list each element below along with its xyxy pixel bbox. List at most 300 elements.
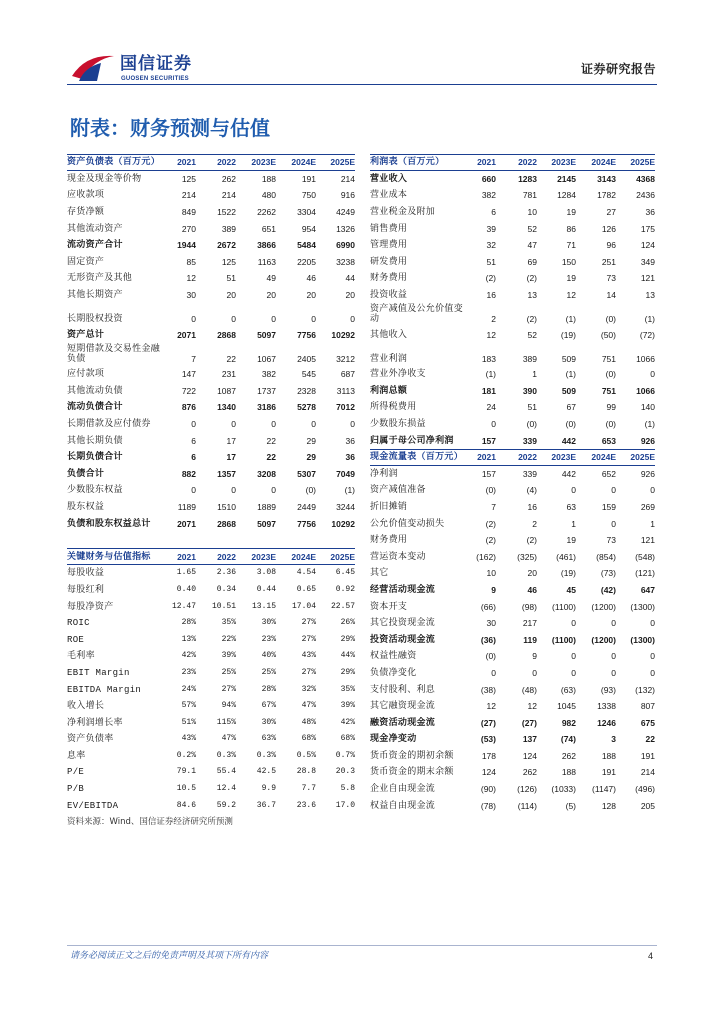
cell-value: (1100)	[551, 634, 576, 645]
cell-value: 0.3%	[256, 750, 276, 760]
column-header: 2024E	[591, 452, 616, 463]
cell-value: (1033)	[551, 784, 576, 795]
cell-value: 5278	[297, 402, 316, 413]
table-row	[67, 220, 355, 237]
table-header-row	[370, 449, 655, 466]
cell-value: 10292	[331, 518, 355, 529]
cell-value: 1045	[557, 701, 576, 712]
cell-value: 147	[181, 369, 196, 380]
table-header-row	[67, 548, 355, 565]
cell-value: 389	[522, 353, 537, 364]
row-label: 短期借款及交易性金融负债	[67, 343, 161, 364]
cell-value: 1163	[257, 256, 276, 267]
column-header: 2023E	[251, 551, 276, 562]
cell-value: 0.3%	[216, 750, 236, 760]
cell-value: 7049	[336, 468, 355, 479]
row-label: 其他流动负债	[67, 385, 123, 396]
cell-value: 5097	[257, 518, 276, 529]
row-label: 毛利率	[67, 651, 95, 662]
table-row	[67, 665, 355, 682]
cell-value: 0.40	[176, 584, 196, 594]
cell-value: 4368	[636, 173, 655, 184]
cell-value: 17	[226, 435, 236, 446]
cell-value: 140	[640, 402, 655, 413]
report-type-label: 证券研究报告	[580, 62, 656, 76]
cell-value: 653	[601, 435, 616, 446]
row-label: 营业成本	[370, 190, 408, 201]
cell-value: 73	[606, 535, 616, 546]
row-label: 营运资本变动	[370, 551, 426, 562]
table-spacer-row	[67, 532, 355, 549]
row-label: 营业利润	[370, 353, 408, 364]
cell-value: 12	[486, 701, 496, 712]
table-row	[370, 665, 655, 682]
cell-value: 382	[261, 369, 276, 380]
cell-value: 68%	[340, 734, 355, 744]
row-label: 资产负债率	[67, 734, 114, 745]
cell-value: 3304	[297, 207, 316, 218]
cell-value: 442	[561, 435, 576, 446]
cell-value: 647	[640, 584, 655, 595]
cell-value: 128	[601, 800, 616, 811]
cell-value: 1944	[177, 240, 196, 251]
cell-value: 0	[611, 518, 616, 529]
cell-value: 12	[527, 701, 537, 712]
cell-value: 2	[491, 314, 496, 325]
cell-value: 30%	[261, 717, 276, 727]
cell-value: 6990	[336, 240, 355, 251]
cell-value: 29%	[340, 634, 355, 644]
cell-value: 2868	[217, 329, 236, 340]
cell-value: 3143	[597, 173, 616, 184]
row-label: 现金及现金等价物	[67, 173, 142, 184]
cell-value: 651	[261, 223, 276, 234]
cell-value: 10.5	[176, 784, 196, 794]
cell-value: 13%	[181, 634, 196, 644]
row-label: 现金净变动	[370, 734, 417, 745]
cell-value: 24%	[181, 684, 196, 694]
cell-value: (2)	[526, 273, 537, 284]
cell-value: (93)	[600, 684, 616, 695]
cell-value: 269	[640, 501, 655, 512]
row-label: 长期股权投资	[67, 314, 123, 325]
cell-value: 51	[486, 256, 496, 267]
cell-value: 3.08	[256, 568, 276, 578]
cell-value: 4249	[336, 207, 355, 218]
table-row	[67, 187, 355, 204]
row-label: 权益自由现金流	[370, 800, 436, 811]
page-number: 4	[647, 951, 653, 961]
table-row	[67, 714, 355, 731]
cell-value: 349	[640, 256, 655, 267]
table-row	[370, 797, 655, 814]
cell-value: 9	[491, 584, 496, 595]
cell-value: 39%	[221, 651, 236, 661]
cell-value: 19	[566, 207, 576, 218]
cell-value: 0	[611, 618, 616, 629]
table-title: 关键财务与估值指标	[67, 551, 151, 562]
cell-value: 0	[611, 651, 616, 662]
row-label: 营业税金及附加	[370, 207, 436, 218]
cell-value: 2436	[636, 190, 655, 201]
cell-value: 0	[571, 651, 576, 662]
row-label: 负债和股东权益总计	[67, 518, 151, 529]
cell-value: (121)	[635, 568, 655, 579]
row-label: EBIT Margin	[67, 667, 130, 678]
cell-value: 19	[566, 273, 576, 284]
cell-value: 0	[611, 485, 616, 496]
cell-value: 1189	[177, 501, 196, 512]
cell-value: 44	[345, 273, 355, 284]
cell-value: (2)	[526, 535, 537, 546]
cell-value: 7	[191, 353, 196, 364]
cell-value: 10	[527, 207, 537, 218]
row-label: 资产减值及公允价值变动	[370, 304, 464, 325]
cell-value: 157	[481, 468, 496, 479]
cell-value: 7	[491, 501, 496, 512]
cell-value: (73)	[600, 568, 616, 579]
cell-value: 0	[650, 485, 655, 496]
cell-value: 79.1	[176, 767, 196, 777]
table-row	[67, 582, 355, 599]
cell-value: 3212	[336, 353, 355, 364]
row-label: 每股红利	[67, 584, 105, 595]
cell-value: 6.45	[335, 568, 355, 578]
cell-value: (854)	[596, 551, 616, 562]
cell-value: 191	[640, 750, 655, 761]
cell-value: 12	[186, 273, 196, 284]
cell-value: 2071	[177, 518, 196, 529]
row-label: 股东权益	[67, 501, 105, 512]
footer-disclaimer: 请务必阅读正文之后的免责声明及其项下所有内容	[70, 951, 269, 961]
cell-value: 3208	[257, 468, 276, 479]
cell-value: 30%	[261, 618, 276, 628]
column-header: 2025E	[330, 551, 355, 562]
cell-value: 1522	[217, 207, 236, 218]
row-label: EV/EBITDA	[67, 800, 119, 811]
cell-value: 251	[601, 256, 616, 267]
cell-value: 0	[231, 314, 236, 325]
cell-value: 4.54	[296, 568, 316, 578]
cell-value: 42%	[340, 717, 355, 727]
cell-value: 42%	[181, 651, 196, 661]
cell-value: 67%	[261, 701, 276, 711]
row-label: 财务费用	[370, 273, 408, 284]
cell-value: 0.65	[296, 584, 316, 594]
cell-value: 25%	[221, 667, 236, 677]
cell-value: (2)	[485, 535, 496, 546]
cell-value: (0)	[305, 485, 316, 496]
cell-value: 19	[566, 535, 576, 546]
brand-name: 国信证券	[120, 54, 192, 74]
cell-value: 382	[481, 190, 496, 201]
cell-value: 124	[481, 767, 496, 778]
cell-value: (50)	[600, 329, 616, 340]
row-label: 折旧摊销	[370, 501, 408, 512]
table-header-row	[370, 154, 655, 171]
right-table-column	[370, 154, 655, 814]
cell-value: 27	[606, 207, 616, 218]
cell-value: 183	[481, 353, 496, 364]
column-header: 2023E	[551, 157, 576, 168]
cell-value: (548)	[635, 551, 655, 562]
cell-value: 22	[645, 734, 655, 745]
table-row	[67, 416, 355, 433]
cell-value: 35%	[221, 618, 236, 628]
cell-value: 126	[601, 223, 616, 234]
cell-value: 1340	[217, 402, 236, 413]
row-label: 应付款项	[67, 369, 105, 380]
cell-value: 339	[522, 435, 537, 446]
left-table-column	[67, 154, 355, 814]
cell-value: 0	[650, 651, 655, 662]
table-row	[370, 781, 655, 798]
table-row	[370, 764, 655, 781]
cell-value: 36	[345, 452, 355, 463]
column-header: 2022	[518, 157, 537, 168]
table-row	[370, 287, 655, 304]
cell-value: 0	[191, 419, 196, 430]
row-label: 收入增长	[67, 701, 105, 712]
table-row	[370, 366, 655, 383]
footer-divider	[67, 945, 657, 946]
cash-flow-table	[370, 449, 655, 814]
cell-value: 121	[640, 273, 655, 284]
cell-value: (72)	[639, 329, 655, 340]
cell-value: 0	[231, 485, 236, 496]
cell-value: 84.6	[176, 800, 196, 810]
cell-value: 10292	[331, 329, 355, 340]
table-row	[370, 416, 655, 433]
cell-value: 39%	[340, 701, 355, 711]
cell-value: 125	[181, 173, 196, 184]
cell-value: (2)	[485, 518, 496, 529]
header-divider	[67, 84, 657, 85]
cell-value: 1283	[518, 173, 537, 184]
cell-value: 40%	[261, 651, 276, 661]
table-header-row	[67, 154, 355, 171]
cell-value: (0)	[605, 369, 616, 380]
table-row	[67, 499, 355, 516]
cell-value: 7756	[297, 329, 316, 340]
table-row	[370, 383, 655, 400]
cell-value: 59.2	[216, 800, 236, 810]
table-row	[67, 254, 355, 271]
row-label: P/B	[67, 784, 85, 795]
table-row	[370, 582, 655, 599]
table-row	[67, 731, 355, 748]
table-row	[370, 254, 655, 271]
cell-value: 27%	[221, 684, 236, 694]
table-row	[67, 204, 355, 221]
cell-value: 751	[601, 385, 616, 396]
row-label: 资产总计	[67, 329, 105, 340]
cell-value: 1	[571, 518, 576, 529]
table-row	[370, 482, 655, 499]
cell-value: (48)	[521, 684, 537, 695]
cell-value: 51%	[181, 717, 196, 727]
cell-value: (63)	[560, 684, 576, 695]
cell-value: 1782	[597, 190, 616, 201]
row-label: 财务费用	[370, 535, 408, 546]
cell-value: 0	[571, 485, 576, 496]
column-header: 2024E	[291, 551, 316, 562]
cell-value: 0	[271, 419, 276, 430]
column-header: 2021	[177, 551, 196, 562]
table-row	[67, 797, 355, 814]
row-label: 流动资产合计	[67, 240, 123, 251]
cell-value: 49	[266, 273, 276, 284]
cell-value: 0.44	[256, 584, 276, 594]
cell-value: 47	[527, 240, 537, 251]
row-label: 每股收益	[67, 568, 105, 579]
cell-value: 20	[306, 290, 316, 301]
cell-value: 2328	[297, 385, 316, 396]
column-header: 2023E	[551, 452, 576, 463]
row-label: 权益性融资	[370, 651, 417, 662]
cell-value: 954	[301, 223, 316, 234]
table-row	[67, 449, 355, 466]
table-row	[67, 515, 355, 532]
cell-value: (1)	[644, 419, 655, 430]
cell-value: 16	[527, 501, 537, 512]
cell-value: (36)	[480, 634, 496, 645]
cell-value: 0	[350, 314, 355, 325]
cell-value: 28%	[181, 618, 196, 628]
row-label: 固定资产	[67, 256, 105, 267]
cell-value: 28.8	[296, 767, 316, 777]
cell-value: 5307	[297, 468, 316, 479]
row-label: 净利润	[370, 468, 398, 479]
row-label: 每股净资产	[67, 601, 114, 612]
cell-value: (1200)	[591, 601, 616, 612]
cell-value: 6	[191, 435, 196, 446]
cell-value: 150	[561, 256, 576, 267]
cell-value: 13	[645, 290, 655, 301]
table-row	[67, 748, 355, 765]
cell-value: 51	[527, 402, 537, 413]
row-label: ROE	[67, 634, 85, 645]
cell-value: 1737	[257, 385, 276, 396]
row-label: 长期负债合计	[67, 452, 123, 463]
cell-value: 43%	[181, 734, 196, 744]
cell-value: (78)	[480, 800, 496, 811]
row-label: 其他长期资产	[67, 290, 123, 301]
row-label: ROIC	[67, 618, 90, 629]
cell-value: 36	[345, 435, 355, 446]
cell-value: 751	[601, 353, 616, 364]
cell-value: 0	[311, 314, 316, 325]
cell-value: 17.0	[335, 800, 355, 810]
cell-value: 3866	[257, 240, 276, 251]
cell-value: 191	[301, 173, 316, 184]
table-row	[67, 482, 355, 499]
cell-value: 12.4	[216, 784, 236, 794]
cell-value: 96	[606, 240, 616, 251]
row-label: P/E	[67, 767, 85, 778]
cell-value: (1147)	[592, 784, 616, 795]
cell-value: 121	[640, 535, 655, 546]
cell-value: 0.34	[216, 584, 236, 594]
cell-value: 44%	[340, 651, 355, 661]
cell-value: 6	[491, 207, 496, 218]
table-row	[370, 432, 655, 449]
table-row	[67, 681, 355, 698]
balance-sheet-table	[67, 154, 355, 532]
cell-value: 27%	[301, 618, 316, 628]
cell-value: 0	[571, 618, 576, 629]
cell-value: 63	[566, 501, 576, 512]
cell-value: 69	[527, 256, 537, 267]
table-row	[370, 681, 655, 698]
row-label: 息率	[67, 750, 86, 761]
cell-value: 36.7	[256, 800, 276, 810]
cell-value: 26%	[340, 618, 355, 628]
cell-value: 2262	[257, 207, 276, 218]
cell-value: 339	[522, 468, 537, 479]
cell-value: 43%	[301, 651, 316, 661]
table-title: 资产负债表（百万元）	[67, 157, 161, 168]
cell-value: 57%	[181, 701, 196, 711]
table-row	[370, 499, 655, 516]
cell-value: 47%	[221, 734, 236, 744]
cell-value: (1200)	[591, 634, 616, 645]
row-label: 营业收入	[370, 173, 408, 184]
cell-value: 1066	[636, 385, 655, 396]
cell-value: 205	[640, 800, 655, 811]
cell-value: 2405	[297, 353, 316, 364]
cell-value: 231	[221, 369, 236, 380]
row-label: EBITDA Margin	[67, 684, 142, 695]
table-row	[370, 731, 655, 748]
cell-value: 22	[226, 353, 236, 364]
cell-value: 0	[191, 314, 196, 325]
cell-value: 9.9	[261, 784, 276, 794]
cell-value: 27%	[301, 634, 316, 644]
cell-value: (1)	[344, 485, 355, 496]
table-row	[370, 237, 655, 254]
cell-value: 2145	[557, 173, 576, 184]
cell-value: 5097	[257, 329, 276, 340]
cell-value: 46	[306, 273, 316, 284]
row-label: 少数股东损益	[370, 419, 426, 430]
cell-value: 29	[306, 435, 316, 446]
cell-value: 0	[532, 667, 537, 678]
cell-value: 0	[350, 419, 355, 430]
cell-value: 1087	[217, 385, 236, 396]
cell-value: 12	[566, 290, 576, 301]
row-label: 投资收益	[370, 290, 408, 301]
cell-value: (74)	[560, 734, 576, 745]
table-row	[370, 171, 655, 188]
cell-value: 3186	[257, 402, 276, 413]
cell-value: 0	[271, 314, 276, 325]
cell-value: 175	[640, 223, 655, 234]
row-label: 投资活动现金流	[370, 634, 436, 645]
cell-value: (4)	[526, 485, 537, 496]
row-label: 应收款项	[67, 190, 105, 201]
cell-value: 12	[486, 329, 496, 340]
row-label: 资产减值准备	[370, 485, 426, 496]
cell-value: 22.57	[330, 601, 355, 611]
cell-value: 99	[606, 402, 616, 413]
cell-value: 48%	[301, 717, 316, 727]
cell-value: 188	[601, 750, 616, 761]
table-row	[67, 565, 355, 582]
column-header: 2021	[177, 157, 196, 168]
cell-value: 0	[571, 667, 576, 678]
row-label: 经营活动现金流	[370, 584, 436, 595]
